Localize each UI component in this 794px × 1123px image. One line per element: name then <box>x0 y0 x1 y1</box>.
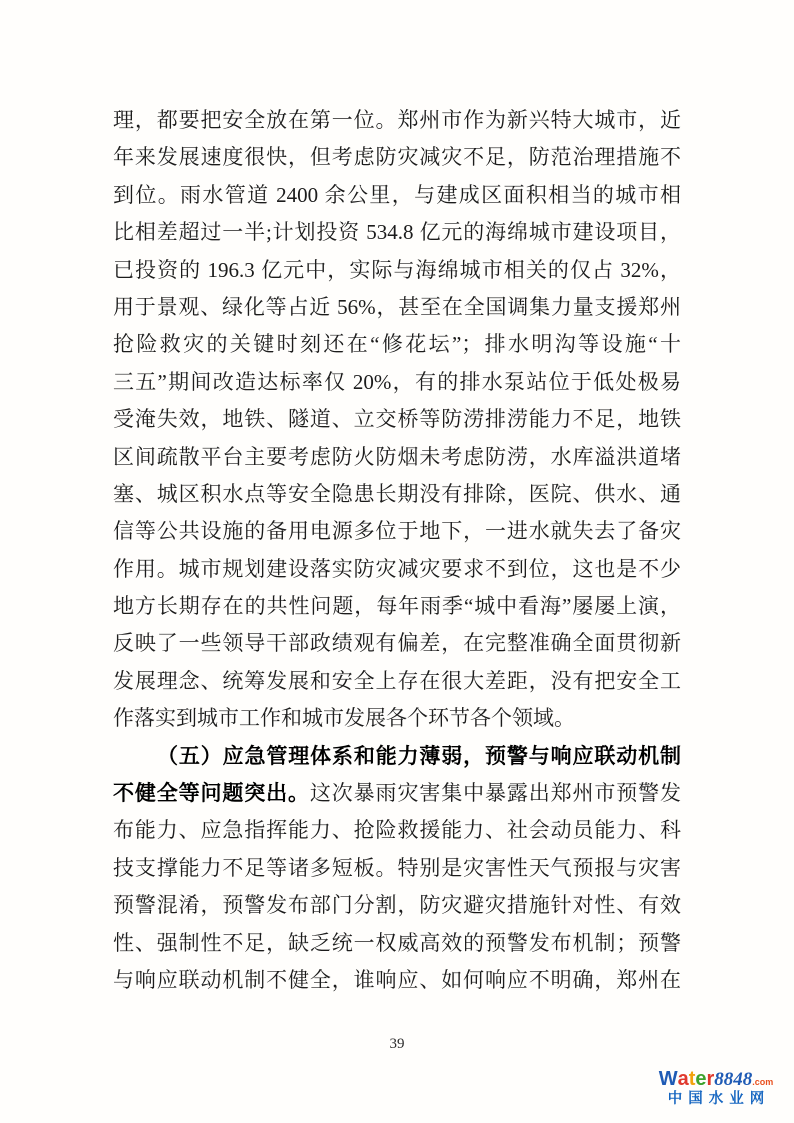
text-segment: 这次暴雨灾害集中暴露出郑州市预警发 <box>309 781 682 806</box>
text-segment: 布能力、应急指挥能力、抢险救援能力、社会动员能力、科 <box>113 818 681 843</box>
text-line <box>113 513 681 550</box>
text-segment: 受淹失效，地铁、隧道、立交桥等防涝排涝能力不足，地铁 <box>113 407 681 432</box>
text-line <box>113 962 681 999</box>
logo-letter: a <box>677 1068 689 1090</box>
text-segment: 区间疏散平台主要考虑防火防烟未考虑防涝，水库溢洪道堵 <box>113 444 681 469</box>
text-segment: 年来发展速度很快，但考虑防灾减灾不足，防范治理措施不 <box>113 145 681 170</box>
page-number: 39 <box>389 1036 405 1052</box>
text-line <box>113 401 681 438</box>
text-segment: 与响应联动机制不健全，谁响应、如何响应不明确，郑州在 <box>113 967 681 992</box>
logo-letter: e <box>695 1068 707 1090</box>
text-line <box>113 439 681 476</box>
text-segment: 地方长期存在的共性问题，每年雨季“城中看海”屡屡上演， <box>113 594 681 619</box>
logo-wordmark <box>646 1069 786 1090</box>
text-line <box>113 850 681 887</box>
text-line <box>113 177 681 214</box>
text-line <box>113 700 681 737</box>
text-segment: 反映了一些领导干部政绩观有偏差，在完整准确全面贯彻新 <box>113 631 681 656</box>
text-line <box>113 588 681 625</box>
text-line <box>113 775 681 812</box>
text-line <box>113 551 681 588</box>
text-segment: 塞、城区积水点等安全隐患长期没有排除，医院、供水、通 <box>113 481 681 506</box>
text-line <box>113 139 681 176</box>
text-segment: 发展理念、统筹发展和安全上存在很大差距，没有把安全工 <box>113 668 681 693</box>
text-line <box>113 812 681 849</box>
text-line <box>113 326 681 363</box>
text-segment: 性、强制性不足，缺乏统一权威高效的预警发布机制；预警 <box>113 930 681 955</box>
logo-letter: W <box>658 1068 678 1090</box>
text-line <box>113 625 681 662</box>
logo-brand-word <box>659 1068 715 1090</box>
text-segment: 用于景观、绿化等占近 56%，甚至在全国调集力量支援郑州 <box>113 294 681 319</box>
logo-letter: r <box>706 1068 715 1090</box>
text-segment: 抢险救灾的关键时刻还在“修花坛”；排水明沟等设施“十 <box>113 332 681 357</box>
text-segment: 到位。雨水管道 2400 余公里，与建成区面积相当的城市相 <box>113 182 681 207</box>
text-segment: 三五”期间改造达标率仅 20%，有的排水泵站位于低处极易 <box>113 369 681 394</box>
water8848-logo <box>646 1069 786 1107</box>
logo-brand-number: 8848 <box>714 1069 753 1090</box>
text-line <box>113 663 681 700</box>
text-segment: 作用。城市规划建设落实防灾减灾要求不到位，这也是不少 <box>113 556 681 581</box>
text-segment: 理，都要把安全放在第一位。郑州市作为新兴特大城市，近 <box>113 108 681 132</box>
text-segment: 比相差超过一半;计划投资 534.8 亿元的海绵城市建设项目， <box>113 220 681 245</box>
text-segment: 已投资的 196.3 亿元中，实际与海绵城市相关的仅占 32%， <box>113 257 681 282</box>
text-segment: 作落实到城市工作和城市发展各个环节各个领域。 <box>113 706 575 731</box>
text-line <box>113 738 681 775</box>
text-line <box>113 887 681 924</box>
text-segment: 信等公共设施的备用电源多位于地下，一进水就失去了备灾 <box>113 519 681 544</box>
logo-letter: t <box>688 1068 696 1090</box>
text-segment: 预警混淆，预警发布部门分割，防灾避灾措施针对性、有效 <box>113 893 681 918</box>
text-line <box>113 925 681 962</box>
text-segment-bold: （五）应急管理体系和能力薄弱，预警与响应联动机制 <box>157 743 681 768</box>
text-segment: 技支撑能力不足等诸多短板。特别是灾害性天气预报与灾害 <box>113 855 681 880</box>
logo-subtitle: 中国水业网 <box>667 1091 771 1107</box>
text-line <box>113 289 681 326</box>
text-line <box>113 214 681 251</box>
text-line <box>113 364 681 401</box>
text-line <box>113 102 681 139</box>
logo-brand-tld: .com <box>752 1077 774 1087</box>
text-line <box>113 252 681 289</box>
text-line <box>113 476 681 513</box>
text-segment-bold: 不健全等问题突出。 <box>113 781 310 806</box>
body-text <box>113 102 681 999</box>
